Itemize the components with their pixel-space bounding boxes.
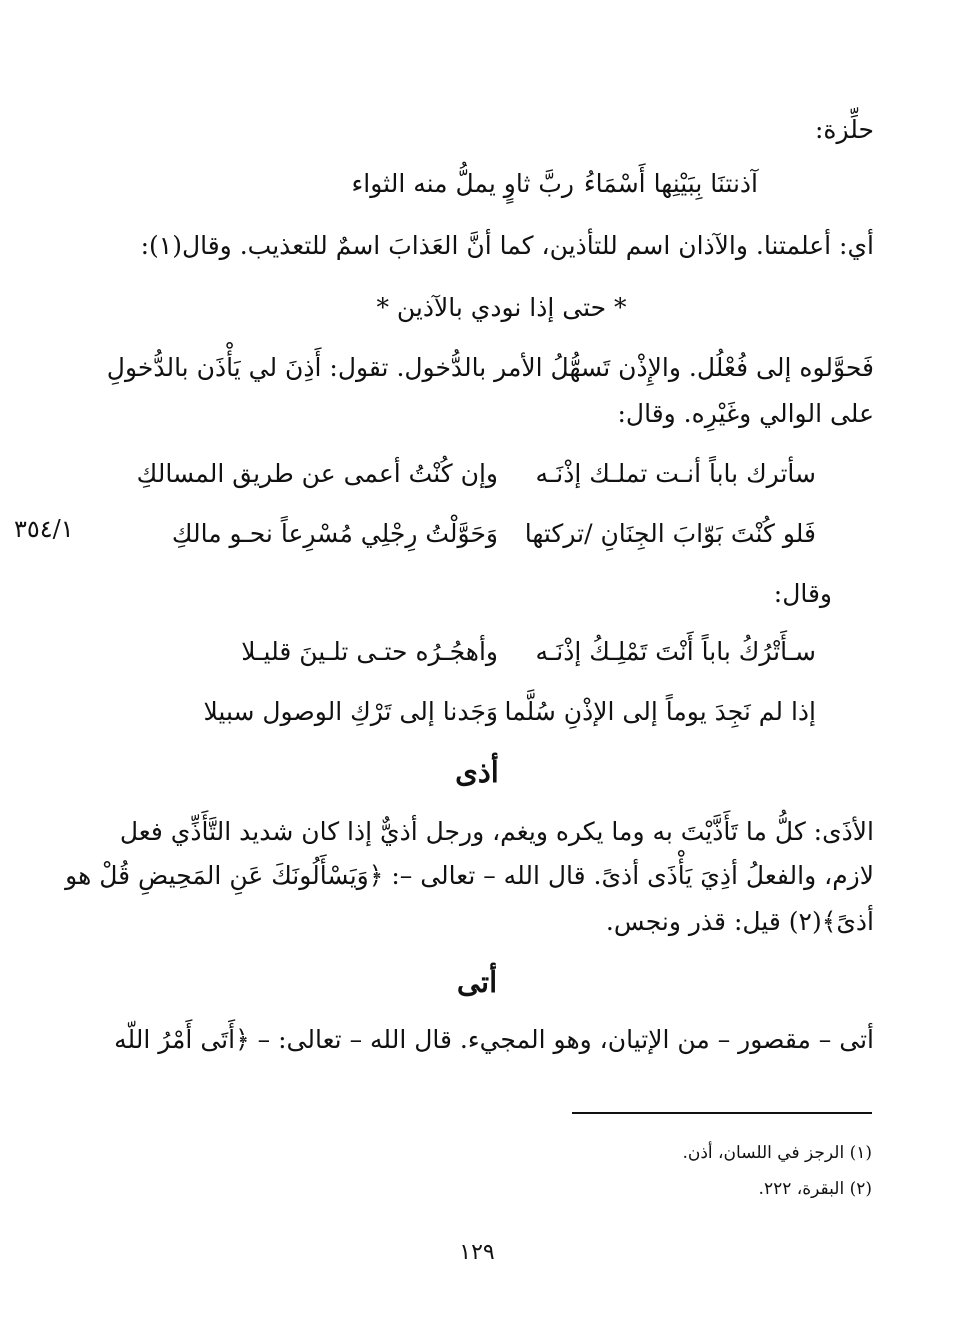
verse-hemistich-first: سـأَتْرُكُ باباً أَنْتَ تَمْلِـكُ إذْنَـه (535, 637, 816, 666)
verse-hemistich-first: سأترك باباً أنـت تملـك إذْنَـه (535, 459, 816, 488)
entry-heading: أذى (455, 755, 499, 789)
text-line: فَحوَّلوه إلى فُعْلُل. والإِذْن تَسهُّلُ الأمر بالدُّخول. تقول: أَذِنَ لي يَأْذَن بالدُّخولِ (106, 353, 874, 382)
verse-hemistich-first: آذنتنَا بِبَيْنِها أَسْمَاءُ (583, 169, 758, 198)
verse-hemistich-second: وأهجُـرُه حتـى تلـينَ قليـلا (241, 637, 498, 666)
text-line: وقال: (773, 579, 832, 608)
text-line: لازم، والفعلُ أذِيَ يَأْذَى أذىً. قال الله – تعالى –: ﴿وَيَسْأَلُونَكَ عَنِ المَحِيضِ قُلْ هو (65, 861, 874, 890)
text-line: على الوالي وغَيْرِه. وقال: (617, 399, 874, 428)
text-line: أذىً﴾(٢) قيل: قذر ونجس. (605, 907, 874, 936)
footnote: (١) الرجز في اللسان، أذن. (682, 1143, 872, 1163)
text-line: الأذَى: كلُّ ما تَأَذَّيْتَ به وما يكره ويغم، ورجل أذيٌّ إذا كان شديد التَّأَذِّي فعل (119, 817, 874, 846)
verse-hemistich-second: ربَّ ثاوٍ يملُّ منه الثواء (351, 169, 574, 198)
verse-hemistich-second: وإن كُنْتُ أعمى عن طريق المسالكِ (136, 459, 498, 488)
verse-hemistich-second: وَجَدنا إلى تَرْكِ الوصول سبيلا (203, 697, 498, 726)
verse-hemistich-first: إذا لم نَجِدَ يوماً إلى الإذْنِ سُلَّما (504, 697, 816, 726)
text-line: أتى – مقصور – من الإتيان، وهو المجيء. قال الله – تعالى: – ﴿أَتَى أَمْرُ اللّه (114, 1025, 874, 1054)
footnote: (٢) البقرة، ٢٢٢. (758, 1179, 872, 1199)
footnote-divider (572, 1112, 872, 1114)
text-line: أي: أعلمتنا. والآذان اسم للتأذين، كما أنَّ العَذابَ اسمٌ للتعذيب. وقال(١): (140, 231, 874, 260)
quoted-verse: * حتى إذا نودي بالآذين * (376, 293, 627, 322)
text-line: حلِّزة: (814, 115, 874, 144)
verse-hemistich-second: وَحَوَّلْتُ رِجْلِي مُسْرِعاً نحـو مالكِ (171, 519, 498, 548)
page-number: ١٢٩ (459, 1240, 495, 1265)
entry-heading: أتى (456, 965, 498, 999)
verse-hemistich-first: فَلو كُنْتَ بَوّابَ الجِنَانِ /تركتها (524, 519, 816, 548)
margin-reference: ٣٥٤/١ (14, 515, 74, 543)
